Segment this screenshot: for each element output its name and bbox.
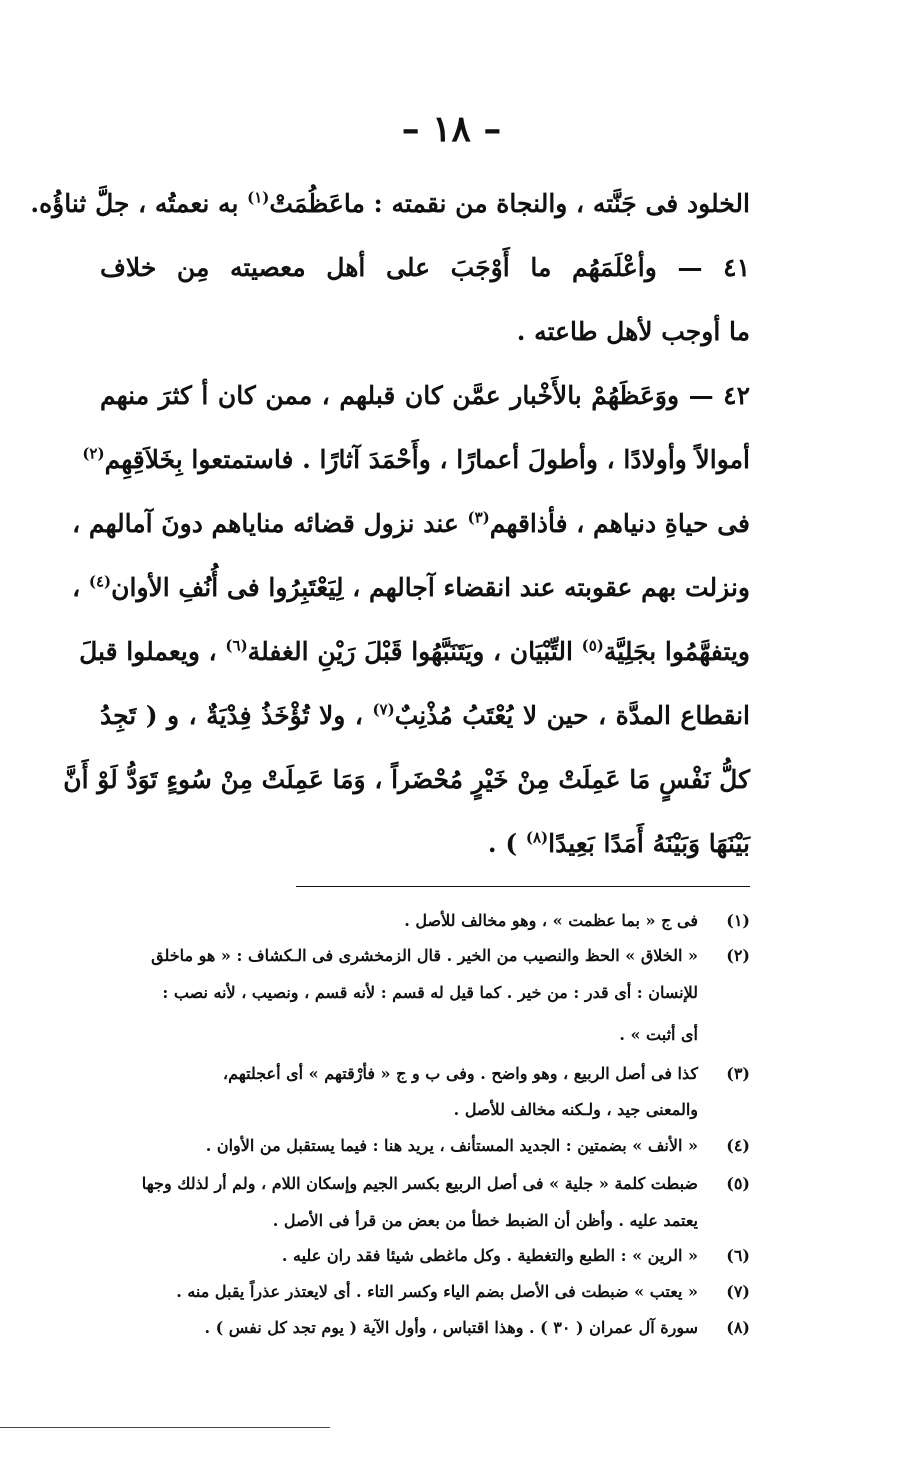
footnote-text: ضبطت كلمة « جلية » فى أصل الربيع بكسر الجيم وإسكان اللام ، ولم أر لذلك وجها (141, 1174, 698, 1193)
footnote (100, 1056, 750, 1128)
footnote (100, 940, 750, 1056)
footnote-number: (٨) (726, 1318, 750, 1337)
body-line: فى حياةِ دنياهم ، فأذاقهم$^{(٣)}$ عند نزول قضائه مناياهم دونَ آمالهم ، (72, 508, 750, 538)
body-line: ما أوجب لأهل طاعته . (516, 317, 750, 346)
footnote-ref: (٧) (372, 700, 395, 719)
scan-edge-line (0, 1427, 330, 1428)
footnote (100, 1128, 750, 1164)
body-line: أموالاً وأولادًا ، وأطولَ أعمارًا ، وأَحْمَدَ آثارًا . فاستمتعوا بِخَلاَقِهِم$^{(٢)}$ (82, 444, 750, 474)
footnote-ref: (١) (247, 188, 270, 207)
footnote-text: « الرين » : الطبع والتغطية . وكل ماغطى شيئا فقد ران عليه . (281, 1246, 698, 1265)
body-line: ويتفهَّمُوا بجَلِيَّة$^{(٥)}$ التِّبْيَان ، ويَتَنَبَّهُوا قَبْلَ رَيْنِ الغفلة$^{(٦)}$ ، ويعملوا قبلَ (79, 636, 750, 666)
footnote-text: للإنسان : أى قدر : من خير . كما قيل له قسم : لأنه قسم ، ونصيب ، لأنه نصب : (162, 983, 698, 1002)
footnote-ref: (٣) (467, 508, 490, 527)
footnote-ref: (٥) (581, 636, 604, 655)
footnote-text: « الخلاق » الحظ والنصيب من الخير . قال الزمخشرى فى الـكشاف : « هو ماخلق (151, 946, 698, 965)
footnote-ref: (٨) (525, 828, 549, 847)
footnote (100, 1164, 750, 1238)
body-line: بَيْنَهَا وَبَيْنَهُ أَمَدًا بَعِيدًا$^{(٨)}$ ) . (487, 828, 750, 858)
body-line: ٤١ — وأعْلَمَهُم ما أَوْجَبَ على أهل معصيته مِن خلاف (100, 253, 750, 282)
footnote-number: (٤) (726, 1136, 750, 1155)
footnote-number: (٢) (726, 946, 750, 965)
footnote-number: (٥) (726, 1174, 750, 1193)
footnote-text: أى أثبت » . (619, 1025, 698, 1044)
body-line: ٤٢ — ووَعَظَهُمْ بالأَخْبار عمَّن كان قبلهم ، ممن كان أ كثرَ منهم (100, 381, 750, 410)
footnotes (100, 906, 750, 1346)
body-line: كلُّ نَفْسٍ مَا عَمِلَتْ مِنْ خَيْرٍ مُحْضَراً ، وَمَا عَمِلَتْ مِنْ سُوءٍ تَوَدُّ لَوْ أَنَّ (63, 765, 750, 794)
footnote (100, 1310, 750, 1346)
footnote-text: فى ج « بما عظمت » ، وهو مخالف للأصل . (404, 911, 698, 930)
footnote-number: (٧) (726, 1282, 750, 1301)
footnote-text: « يعتب » ضبطت فى الأصل بضم الياء وكسر التاء . أى لايعتذر عذراً يقبل منه . (176, 1282, 698, 1301)
footnote-number: (٦) (726, 1246, 750, 1265)
footnote (100, 1274, 750, 1310)
body-line: ونزلت بهم عقوبته عند انقضاء آجالهم ، لِيَعْتَبِرُوا فى أُنُفِ الأوان$^{(٤)}$ ، (72, 572, 750, 602)
footnote-ref: (٢) (82, 444, 105, 463)
footnote (100, 906, 750, 936)
page-number: – ١٨ – (401, 108, 502, 150)
body-line: انقطاع المدَّة ، حين لا يُعْتَبُ مُذْنِبٌ$^{(٧)}$ ، ولا تُؤْخَذُ فِدْيَةٌ ، و ( تَجِدُ (100, 700, 750, 730)
footnote (100, 1238, 750, 1274)
footnote-text: كذا فى أصل الربيع ، وهو واضح . وفى ب و ج « فأرْقتهم » أى أعجلتهم، (222, 1064, 698, 1083)
footnote-text: « الأنف » بضمتين : الجديد المستأنف ، يريد هنا : فيما يستقبل من الأوان . (205, 1136, 698, 1155)
footnote-text: سورة آل عمران ( ٣٠ ) . وهذا اقتباس ، وأول الآية ( يوم تجد كل نفس ) . (204, 1318, 698, 1337)
footnote-ref: (٤) (88, 572, 112, 591)
main-text (30, 172, 750, 876)
footnote-number: (١) (726, 911, 750, 930)
footnote-divider (296, 886, 750, 887)
footnote-text: والمعنى جيد ، ولـكنه مخالف للأصل . (453, 1100, 698, 1119)
footnote-ref: (٦) (225, 636, 248, 655)
footnote-text: يعتمد عليه . وأظن أن الضبط خطأ من بعض من قرأ فى الأصل . (272, 1211, 698, 1230)
footnote-number: (٣) (726, 1064, 750, 1083)
body-line: الخلود فى جَنَّته ، والنجاة من نقمته : ماعَظُمَتْ$^{(١)}$ به نعمتُه ، جلَّ ثناؤُه. (30, 188, 750, 218)
